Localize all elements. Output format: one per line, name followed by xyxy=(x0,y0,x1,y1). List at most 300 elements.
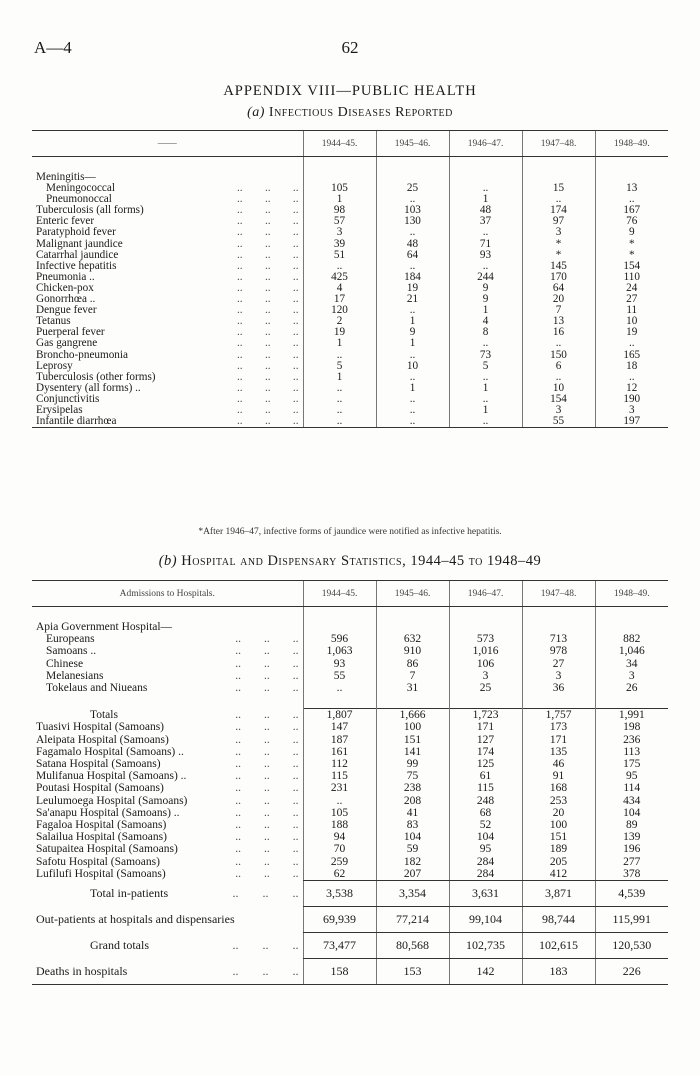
value-cell: 69,939 xyxy=(303,907,376,933)
row-label: Poutasi Hospital (Samoans) xyxy=(36,782,164,795)
value-cell: 27 xyxy=(522,658,595,670)
value-cell: 91 xyxy=(522,770,595,782)
value-cell: 105 xyxy=(303,807,376,819)
leader-dots: .. .. .. xyxy=(236,371,299,383)
value-cell: 184 xyxy=(376,272,449,283)
leader-dots: .. .. .. xyxy=(235,708,299,721)
leader-dots: .. .. .. xyxy=(236,260,299,272)
table-row xyxy=(32,272,668,283)
row-label-cell xyxy=(32,709,303,722)
table-row xyxy=(32,416,668,428)
value-cell: 173 xyxy=(522,721,595,733)
value-cell: 99 xyxy=(376,758,449,770)
value-cell: 77,214 xyxy=(376,907,449,933)
table-row xyxy=(32,338,668,349)
row-label-cell xyxy=(32,807,303,819)
value-cell: .. xyxy=(303,795,376,807)
table-row xyxy=(32,746,668,758)
value-cell: 34 xyxy=(595,658,668,670)
value-cell: .. xyxy=(595,338,668,349)
value-cell: 910 xyxy=(376,645,449,657)
leader-dots: .. .. .. xyxy=(236,271,299,283)
row-label-cell xyxy=(32,394,303,405)
table-row xyxy=(32,633,668,645)
page-code: A—4 xyxy=(34,38,72,57)
value-cell: 104 xyxy=(376,831,449,843)
value-cell: 9 xyxy=(595,227,668,238)
row-label: Europeans xyxy=(46,633,95,646)
row-label-cell xyxy=(32,305,303,316)
table-row xyxy=(32,205,668,216)
row-label-cell xyxy=(32,633,303,645)
column-header-year: 1948–49. xyxy=(595,581,668,607)
value-cell: 104 xyxy=(595,807,668,819)
row-label-cell xyxy=(32,361,303,372)
value-cell: 145 xyxy=(522,261,595,272)
value-cell: * xyxy=(522,250,595,261)
value-cell: 20 xyxy=(522,807,595,819)
row-label: Catarrhal jaundice xyxy=(36,249,119,261)
value-cell: 187 xyxy=(303,734,376,746)
column-header-label: Admissions to Hospitals. xyxy=(32,581,303,607)
value-cell: 115 xyxy=(303,770,376,782)
value-cell: 5 xyxy=(449,361,522,372)
value-cell: .. xyxy=(522,372,595,383)
row-label: Satana Hospital (Samoans) xyxy=(36,758,161,771)
leader-dots: .. .. .. xyxy=(236,216,299,228)
value-cell: 94 xyxy=(303,831,376,843)
value-cell xyxy=(303,172,376,183)
leader-dots: .. .. .. xyxy=(236,282,299,294)
leader-dots: .. .. .. xyxy=(235,806,299,819)
leader-dots: .. .. .. xyxy=(236,194,299,206)
value-cell: 106 xyxy=(449,658,522,670)
value-cell: 188 xyxy=(303,819,376,831)
column-header-label: —— xyxy=(32,131,303,157)
value-cell: 97 xyxy=(522,216,595,227)
value-cell: 75 xyxy=(376,770,449,782)
value-cell: .. xyxy=(376,305,449,316)
value-cell: 150 xyxy=(522,350,595,361)
value-cell: 86 xyxy=(376,658,449,670)
leader-dots: .. .. .. xyxy=(232,963,299,978)
value-cell: 99,104 xyxy=(449,907,522,933)
value-cell: 8 xyxy=(449,327,522,338)
page-number: 62 xyxy=(341,38,359,57)
value-cell: 64 xyxy=(376,250,449,261)
value-cell: 98 xyxy=(303,205,376,216)
table-row xyxy=(32,658,668,670)
value-cell: * xyxy=(595,250,668,261)
value-cell: 9 xyxy=(449,283,522,294)
leader-dots: .. .. .. xyxy=(236,205,299,217)
row-label-cell xyxy=(32,338,303,349)
table-row xyxy=(32,807,668,819)
value-cell: 170 xyxy=(522,272,595,283)
value-cell xyxy=(595,172,668,183)
row-label-cell xyxy=(32,383,303,394)
row-label: Meningitis— xyxy=(36,172,96,183)
value-cell: 13 xyxy=(522,316,595,327)
value-cell: 4 xyxy=(449,316,522,327)
value-cell: 100 xyxy=(376,721,449,733)
table-row xyxy=(32,372,668,383)
value-cell: .. xyxy=(303,350,376,361)
column-header-year: 1945–46. xyxy=(376,131,449,157)
value-cell: 39 xyxy=(303,239,376,250)
value-cell xyxy=(303,621,376,633)
value-cell: 10 xyxy=(376,361,449,372)
value-cell: 52 xyxy=(449,819,522,831)
value-cell: .. xyxy=(522,194,595,205)
value-cell: 1,723 xyxy=(449,709,522,722)
table-row xyxy=(32,819,668,831)
value-cell: 10 xyxy=(522,383,595,394)
value-cell: 151 xyxy=(376,734,449,746)
value-cell: 3 xyxy=(595,405,668,416)
value-cell: 93 xyxy=(449,250,522,261)
value-cell: 48 xyxy=(449,205,522,216)
row-label: Broncho-pneumonia xyxy=(36,349,128,361)
table-row xyxy=(32,694,668,709)
value-cell: .. xyxy=(449,183,522,194)
value-cell: 98,744 xyxy=(522,907,595,933)
value-cell: 153 xyxy=(376,959,449,985)
value-cell: 197 xyxy=(595,416,668,428)
value-cell: .. xyxy=(376,194,449,205)
value-cell xyxy=(376,621,449,633)
value-cell: 11 xyxy=(595,305,668,316)
table-row xyxy=(32,327,668,338)
value-cell: 882 xyxy=(595,633,668,645)
row-label: Leprosy xyxy=(36,360,73,372)
value-cell: 425 xyxy=(303,272,376,283)
value-cell xyxy=(449,621,522,633)
row-label-cell xyxy=(32,194,303,205)
row-label-cell xyxy=(32,227,303,238)
leader-dots: .. .. .. xyxy=(236,183,299,195)
value-cell: 9 xyxy=(376,327,449,338)
value-cell: .. xyxy=(303,394,376,405)
value-cell: 71 xyxy=(449,239,522,250)
value-cell xyxy=(376,172,449,183)
leader-dots: .. .. .. xyxy=(236,294,299,306)
leader-dots: .. .. .. xyxy=(236,360,299,372)
section-b-title: Hospital and Dispensary Statistics, 1944–45 to 1948–49 xyxy=(181,553,542,569)
table-row xyxy=(32,316,668,327)
row-label-cell xyxy=(32,327,303,338)
row-label-cell xyxy=(32,316,303,327)
value-cell: .. xyxy=(449,227,522,238)
row-label: Tuasivi Hospital (Samoans) xyxy=(36,721,164,734)
value-cell: 10 xyxy=(595,316,668,327)
value-cell: 51 xyxy=(303,250,376,261)
value-cell: .. xyxy=(449,338,522,349)
row-label-cell xyxy=(32,294,303,305)
value-cell: 55 xyxy=(303,670,376,682)
row-label-cell xyxy=(32,819,303,831)
value-cell: 1 xyxy=(303,372,376,383)
leader-dots: .. .. .. xyxy=(235,831,299,844)
leader-dots: .. .. .. xyxy=(235,745,299,758)
value-cell: 226 xyxy=(595,959,668,985)
row-label: Grand totals xyxy=(90,938,149,953)
table-row xyxy=(32,868,668,881)
value-cell: 259 xyxy=(303,856,376,868)
row-label: Infantile diarrhœa xyxy=(36,416,117,428)
value-cell: 3 xyxy=(303,227,376,238)
leader-dots: .. .. .. xyxy=(235,758,299,771)
value-cell: 7 xyxy=(522,305,595,316)
table-row xyxy=(32,645,668,657)
table-row xyxy=(32,294,668,305)
table-row xyxy=(32,782,668,794)
table-row xyxy=(32,831,668,843)
value-cell: 46 xyxy=(522,758,595,770)
leader-dots: .. .. .. xyxy=(235,855,299,868)
value-cell: 277 xyxy=(595,856,668,868)
row-label: Dysentery (all forms) .. xyxy=(36,382,141,394)
row-label: Total in-patients xyxy=(90,886,169,901)
value-cell: 412 xyxy=(522,868,595,881)
value-cell: 120,530 xyxy=(595,933,668,959)
value-cell: 1 xyxy=(449,383,522,394)
value-cell: 244 xyxy=(449,272,522,283)
value-cell: 110 xyxy=(595,272,668,283)
value-cell: 3 xyxy=(522,227,595,238)
row-label-cell xyxy=(32,405,303,416)
row-label: Melanesians xyxy=(46,669,104,682)
value-cell: 174 xyxy=(449,746,522,758)
leader-dots: .. .. .. xyxy=(236,338,299,350)
value-cell: 171 xyxy=(522,734,595,746)
value-cell: 55 xyxy=(522,416,595,428)
row-label: Pneumonia .. xyxy=(36,271,95,283)
value-cell: 4,539 xyxy=(595,881,668,907)
row-label: Satupaitea Hospital (Samoans) xyxy=(36,843,178,856)
value-cell: 15 xyxy=(522,183,595,194)
row-label: Gonorrhœa .. xyxy=(36,294,96,306)
value-cell xyxy=(522,172,595,183)
row-label: Out-patients at hospitals and dispensaries xyxy=(36,912,235,927)
leader-dots: .. .. .. xyxy=(236,382,299,394)
value-cell: 18 xyxy=(595,361,668,372)
table-row xyxy=(32,183,668,194)
value-cell: 171 xyxy=(449,721,522,733)
leader-dots: .. .. .. xyxy=(235,669,299,682)
value-cell: 113 xyxy=(595,746,668,758)
table-row xyxy=(32,907,668,933)
value-cell: * xyxy=(522,239,595,250)
value-cell: 64 xyxy=(522,283,595,294)
row-label: Meningococcal xyxy=(46,183,115,195)
row-label: Leulumoega Hospital (Samoans) xyxy=(36,794,188,807)
value-cell: 12 xyxy=(595,383,668,394)
value-cell: 1 xyxy=(376,338,449,349)
table-header-row xyxy=(32,131,668,157)
value-cell: 284 xyxy=(449,856,522,868)
table-row xyxy=(32,795,668,807)
value-cell: .. xyxy=(376,227,449,238)
value-cell: 19 xyxy=(303,327,376,338)
value-cell: 238 xyxy=(376,782,449,794)
table-row xyxy=(32,933,668,959)
row-label-cell xyxy=(32,416,303,428)
row-label-cell xyxy=(32,621,303,633)
value-cell: 73,477 xyxy=(303,933,376,959)
table-row xyxy=(32,856,668,868)
row-label: Paratyphoid fever xyxy=(36,227,116,239)
row-label-cell xyxy=(32,782,303,794)
column-header-year: 1946–47. xyxy=(449,581,522,607)
value-cell: .. xyxy=(376,372,449,383)
row-label: Puerperal fever xyxy=(36,327,105,339)
leader-dots: .. .. .. xyxy=(235,794,299,807)
value-cell: 104 xyxy=(449,831,522,843)
value-cell: 68 xyxy=(449,807,522,819)
value-cell: .. xyxy=(595,372,668,383)
column-header-year: 1945–46. xyxy=(376,581,449,607)
value-cell: 57 xyxy=(303,216,376,227)
table-row xyxy=(32,227,668,238)
row-label-cell xyxy=(32,172,303,183)
value-cell: 9 xyxy=(449,294,522,305)
value-cell: .. xyxy=(376,261,449,272)
value-cell: 37 xyxy=(449,216,522,227)
value-cell: 139 xyxy=(595,831,668,843)
leader-dots: .. .. .. xyxy=(235,868,299,881)
appendix-title: APPENDIX VIII—PUBLIC HEALTH xyxy=(223,83,477,99)
row-label-cell xyxy=(32,933,303,959)
table-row xyxy=(32,770,668,782)
row-label-cell xyxy=(32,372,303,383)
value-cell: 95 xyxy=(449,843,522,855)
row-label: Mulifanua Hospital (Samoans) .. xyxy=(36,770,187,783)
column-header-year: 1944–45. xyxy=(303,131,376,157)
column-header-year: 1946–47. xyxy=(449,131,522,157)
value-cell: 161 xyxy=(303,746,376,758)
row-label: Chicken-pox xyxy=(36,282,94,294)
table-header-row xyxy=(32,581,668,607)
leader-dots: .. .. .. xyxy=(236,327,299,339)
table-row xyxy=(32,682,668,694)
value-cell: 114 xyxy=(595,782,668,794)
leader-dots: .. .. .. xyxy=(236,305,299,317)
value-cell: 25 xyxy=(449,682,522,694)
value-cell: 168 xyxy=(522,782,595,794)
value-cell: .. xyxy=(376,394,449,405)
section-b-prefix: (b) xyxy=(158,553,178,569)
value-cell: 205 xyxy=(522,856,595,868)
row-label: Aleipata Hospital (Samoans) xyxy=(36,733,169,746)
leader-dots: .. .. .. xyxy=(236,227,299,239)
leader-dots: .. .. .. xyxy=(236,404,299,416)
value-cell: 6 xyxy=(522,361,595,372)
row-label: Erysipelas xyxy=(36,404,83,416)
section-a-heading xyxy=(0,105,700,121)
value-cell: .. xyxy=(303,383,376,394)
value-cell: 103 xyxy=(376,205,449,216)
row-label: Fagamalo Hospital (Samoans) .. xyxy=(36,745,184,758)
row-label-cell xyxy=(32,350,303,361)
value-cell: 198 xyxy=(595,721,668,733)
table-row xyxy=(32,250,668,261)
value-cell xyxy=(595,621,668,633)
value-cell: 70 xyxy=(303,843,376,855)
value-cell: 253 xyxy=(522,795,595,807)
row-label: Gas gangrene xyxy=(36,338,98,350)
leader-dots: .. .. .. xyxy=(235,682,299,695)
value-cell: 59 xyxy=(376,843,449,855)
value-cell: 183 xyxy=(522,959,595,985)
value-cell: 231 xyxy=(303,782,376,794)
leader-dots: .. .. .. xyxy=(236,416,299,428)
row-label-cell xyxy=(32,758,303,770)
value-cell: 154 xyxy=(522,394,595,405)
leader-dots: .. .. .. xyxy=(235,843,299,856)
value-cell: 61 xyxy=(449,770,522,782)
column-header-year: 1947–48. xyxy=(522,581,595,607)
value-cell: 13 xyxy=(595,183,668,194)
table-row xyxy=(32,239,668,250)
leader-dots: .. .. .. xyxy=(235,770,299,783)
leader-dots: .. .. .. xyxy=(235,819,299,832)
table-row xyxy=(32,959,668,985)
row-label-cell xyxy=(32,216,303,227)
value-cell: 573 xyxy=(449,633,522,645)
value-cell: 1 xyxy=(449,405,522,416)
value-cell: 83 xyxy=(376,819,449,831)
value-cell: 1,016 xyxy=(449,645,522,657)
row-label: Infective hepatitis xyxy=(36,260,117,272)
leader-dots: .. .. .. xyxy=(235,645,299,658)
value-cell: 190 xyxy=(595,394,668,405)
value-cell: 25 xyxy=(376,183,449,194)
value-cell: .. xyxy=(303,416,376,428)
row-label-cell xyxy=(32,283,303,294)
value-cell: 105 xyxy=(303,183,376,194)
table-row xyxy=(32,305,668,316)
value-cell: 3 xyxy=(595,670,668,682)
value-cell: 26 xyxy=(595,682,668,694)
value-cell: 125 xyxy=(449,758,522,770)
value-cell: 48 xyxy=(376,239,449,250)
value-cell: 713 xyxy=(522,633,595,645)
row-label: Conjunctivitis xyxy=(36,393,100,405)
row-label: Tuberculosis (all forms) xyxy=(36,205,144,217)
table-row xyxy=(32,261,668,272)
value-cell: 147 xyxy=(303,721,376,733)
leader-dots: .. .. .. xyxy=(236,349,299,361)
footnote: *After 1946–47, infective forms of jaundice were notified as infective hepatitis. xyxy=(198,527,502,537)
value-cell: 208 xyxy=(376,795,449,807)
value-cell: 3,871 xyxy=(522,881,595,907)
row-label: Safotu Hospital (Samoans) xyxy=(36,855,160,868)
value-cell: 115 xyxy=(449,782,522,794)
value-cell: 158 xyxy=(303,959,376,985)
table-row xyxy=(32,283,668,294)
row-label-cell xyxy=(32,795,303,807)
value-cell: 284 xyxy=(449,868,522,881)
row-label-cell xyxy=(32,856,303,868)
value-cell: 21 xyxy=(376,294,449,305)
table-row xyxy=(32,843,668,855)
leader-dots: .. .. .. xyxy=(232,938,299,953)
leader-dots: .. .. .. xyxy=(235,782,299,795)
value-cell: 378 xyxy=(595,868,668,881)
value-cell: 130 xyxy=(376,216,449,227)
row-label-cell xyxy=(32,239,303,250)
